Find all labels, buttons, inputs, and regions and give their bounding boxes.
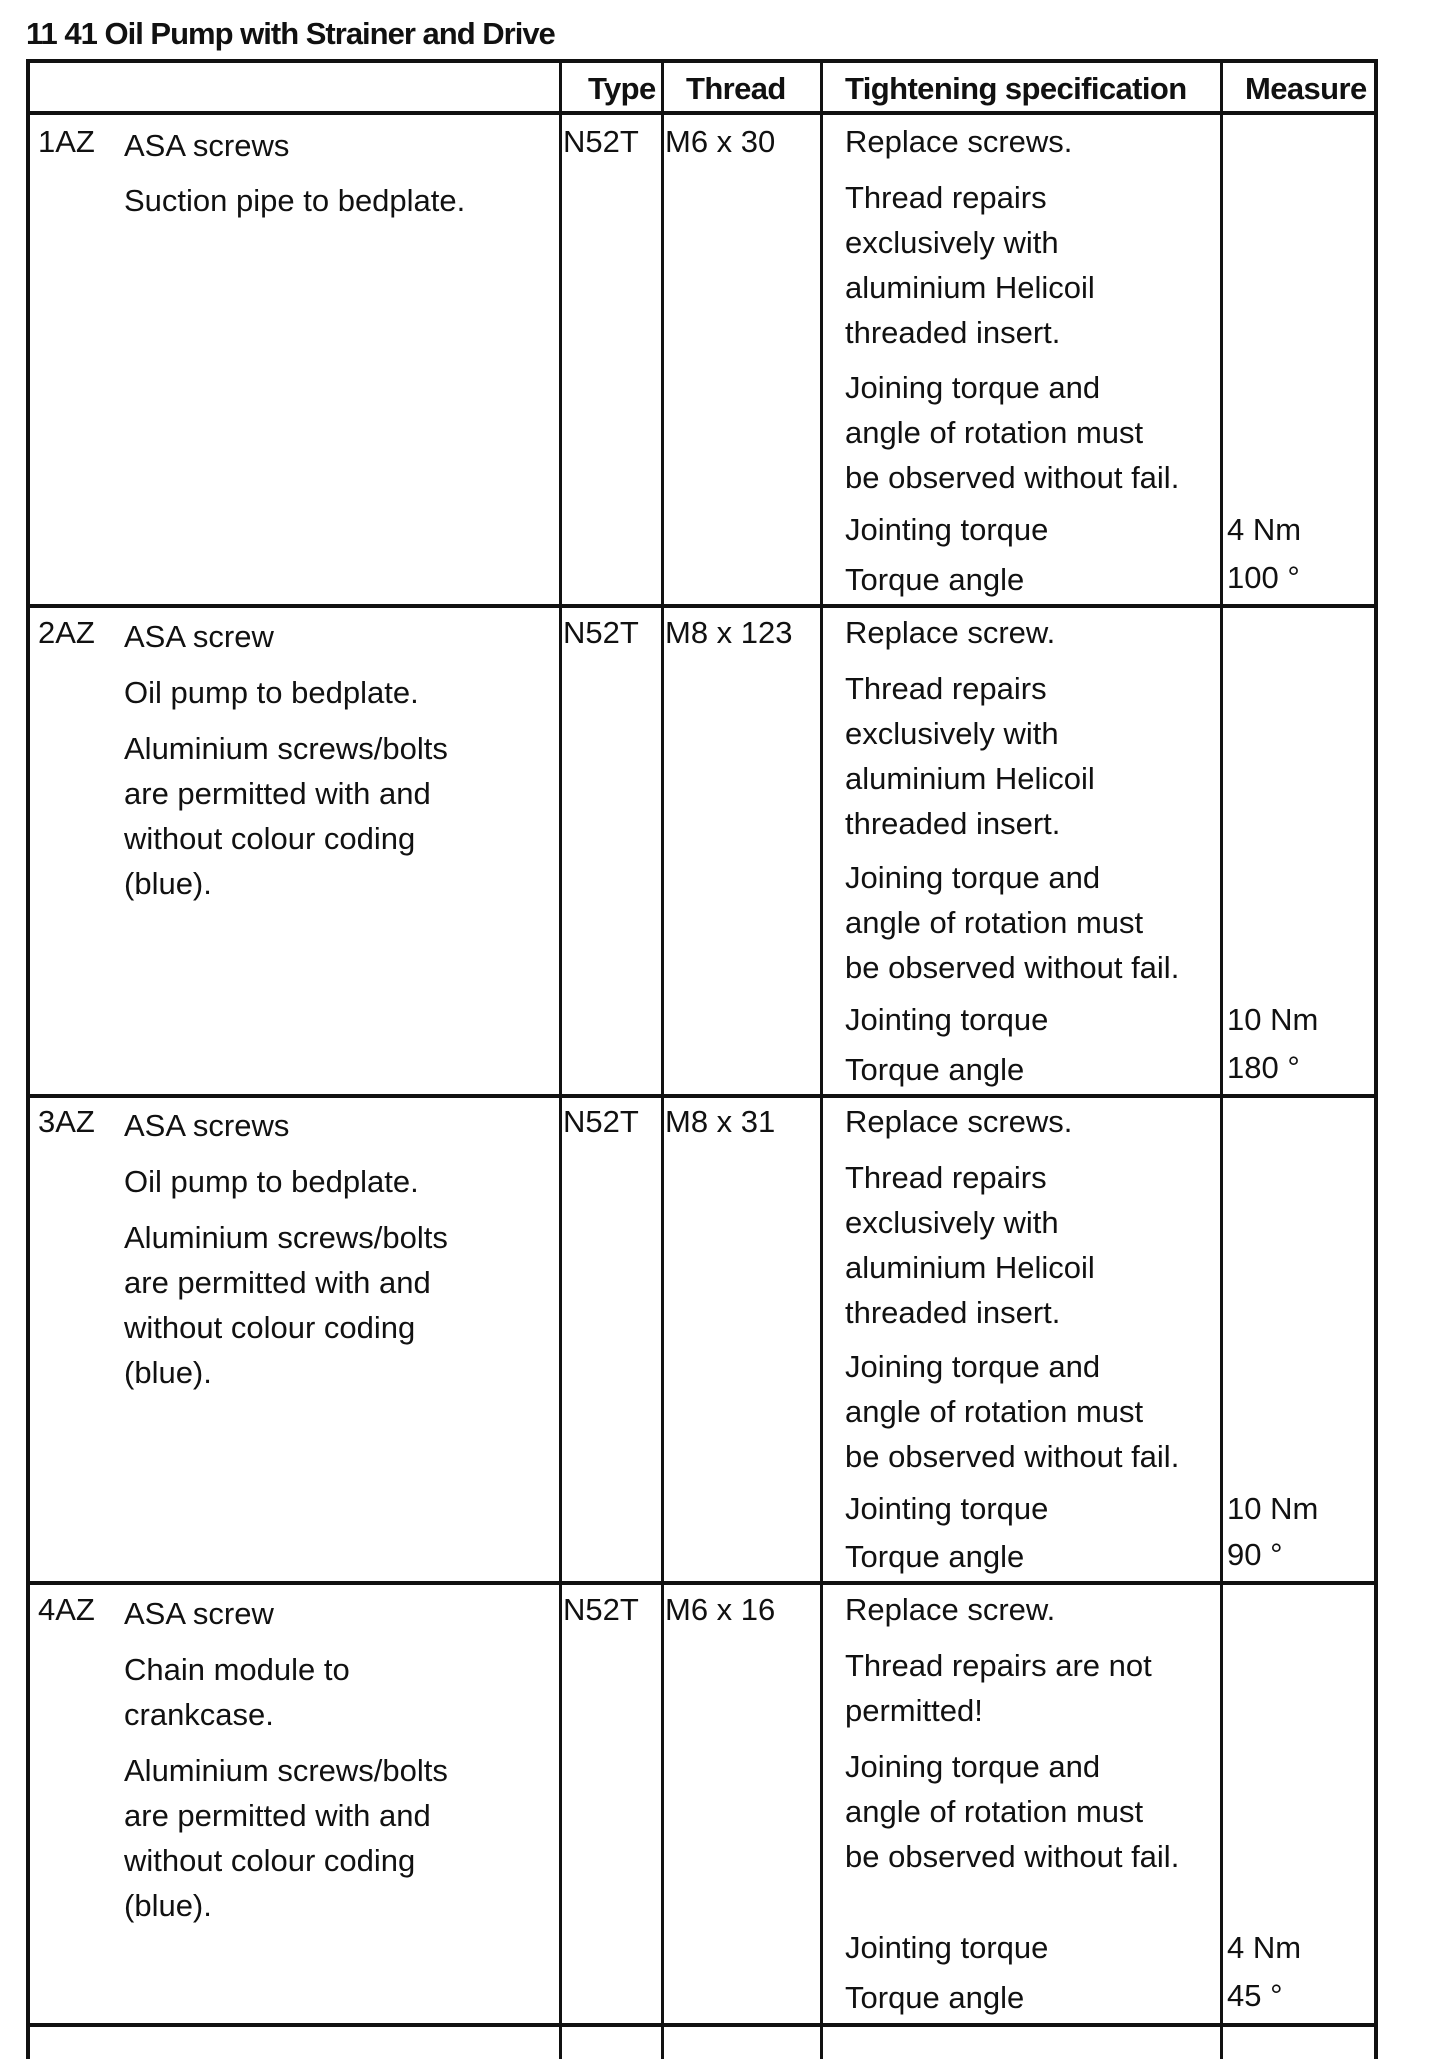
spec-joining-note: Joining torque and angle of rotation must be observed without fail. xyxy=(845,370,1180,495)
torque-angle-value: 100 ° xyxy=(1227,560,1300,595)
torque-angle-label: Torque angle xyxy=(845,1052,1025,1087)
row-id: 1AZ xyxy=(38,124,95,159)
row-name: ASA screws xyxy=(124,1108,290,1143)
header-thread: Thread xyxy=(686,71,786,106)
jointing-torque-label: Jointing torque xyxy=(845,1491,1049,1526)
torque-angle-value: 180 ° xyxy=(1227,1050,1300,1085)
row-description: Aluminium screws/bolts are permitted with and without colour coding (blue). xyxy=(124,1753,448,1923)
torque-angle-label: Torque angle xyxy=(845,562,1025,597)
col-divider-thread xyxy=(661,63,664,2059)
spec-thread-repairs: Thread repairs exclusively with aluminium Helicoil threaded insert. xyxy=(845,671,1095,841)
row-name: ASA screw xyxy=(124,1596,274,1631)
row-description: Suction pipe to bedplate. xyxy=(124,183,466,218)
row-type: N52T xyxy=(563,124,639,159)
jointing-torque-value: 10 Nm xyxy=(1227,1491,1319,1526)
jointing-torque-label: Jointing torque xyxy=(845,512,1049,547)
header-type: Type xyxy=(588,71,656,106)
torque-angle-value: 45 ° xyxy=(1227,1978,1283,2013)
jointing-torque-label: Jointing torque xyxy=(845,1930,1049,1965)
row-id: 3AZ xyxy=(38,1104,95,1139)
row-divider xyxy=(30,2023,1374,2027)
row-thread: M8 x 123 xyxy=(665,615,793,650)
row-description: Oil pump to bedplate. xyxy=(124,675,419,710)
jointing-torque-label: Jointing torque xyxy=(845,1002,1049,1037)
spec-joining-note: Joining torque and angle of rotation must be observed without fail. xyxy=(845,1349,1180,1474)
row-divider xyxy=(30,604,1374,608)
header-divider xyxy=(30,111,1374,115)
spec-replace: Replace screw. xyxy=(845,1592,1056,1627)
jointing-torque-value: 10 Nm xyxy=(1227,1002,1319,1037)
row-divider xyxy=(30,1094,1374,1098)
spec-thread-repairs: Thread repairs exclusively with aluminium Helicoil threaded insert. xyxy=(845,1160,1095,1330)
row-id: 4AZ xyxy=(38,1592,95,1627)
row-description: Aluminium screws/bolts are permitted with and without colour coding (blue). xyxy=(124,731,448,901)
col-divider-spec xyxy=(820,63,823,2059)
torque-angle-value: 90 ° xyxy=(1227,1537,1283,1572)
torque-angle-label: Torque angle xyxy=(845,1539,1025,1574)
row-description: Chain module to crankcase. xyxy=(124,1652,350,1732)
col-divider-measure xyxy=(1220,63,1223,2059)
jointing-torque-value: 4 Nm xyxy=(1227,512,1302,547)
row-thread: M6 x 16 xyxy=(665,1592,776,1627)
row-divider xyxy=(30,1581,1374,1585)
row-type: N52T xyxy=(563,1104,639,1139)
header-measure: Measure xyxy=(1245,71,1367,106)
jointing-torque-value: 4 Nm xyxy=(1227,1930,1302,1965)
spec-thread-repairs: Thread repairs are not permitted! xyxy=(845,1648,1152,1728)
row-description: Aluminium screws/bolts are permitted with and without colour coding (blue). xyxy=(124,1220,448,1390)
row-name: ASA screw xyxy=(124,619,274,654)
spec-replace: Replace screws. xyxy=(845,1104,1073,1139)
torque-spec-table xyxy=(26,59,1378,2059)
col-divider-type xyxy=(559,63,562,2059)
row-type: N52T xyxy=(563,615,639,650)
row-type: N52T xyxy=(563,1592,639,1627)
header-spec: Tightening specification xyxy=(845,71,1187,106)
torque-angle-label: Torque angle xyxy=(845,1980,1025,2015)
spec-thread-repairs: Thread repairs exclusively with aluminium Helicoil threaded insert. xyxy=(845,180,1095,350)
spec-replace: Replace screw. xyxy=(845,615,1056,650)
row-thread: M8 x 31 xyxy=(665,1104,776,1139)
row-id: 2AZ xyxy=(38,615,95,650)
page-title: 11 41 Oil Pump with Strainer and Drive xyxy=(26,16,555,51)
spec-replace: Replace screws. xyxy=(845,124,1073,159)
row-name: ASA screws xyxy=(124,128,290,163)
spec-joining-note: Joining torque and angle of rotation must be observed without fail. xyxy=(845,860,1180,985)
spec-joining-note: Joining torque and angle of rotation must be observed without fail. xyxy=(845,1749,1180,1874)
row-description: Oil pump to bedplate. xyxy=(124,1164,419,1199)
row-thread: M6 x 30 xyxy=(665,124,776,159)
